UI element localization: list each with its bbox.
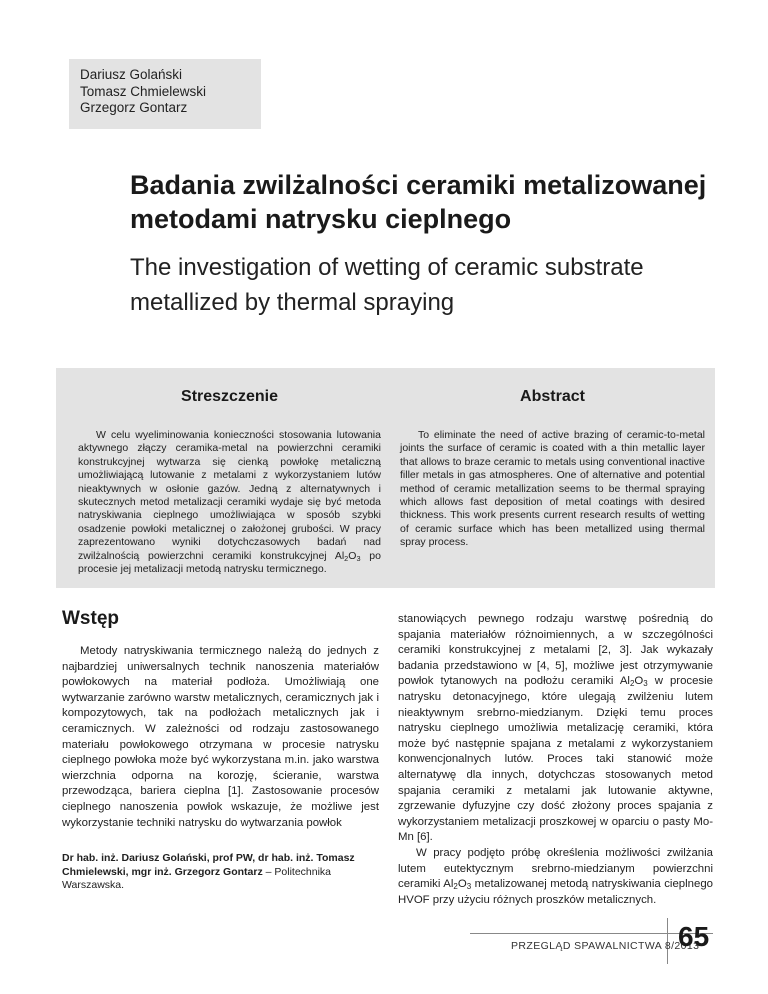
page-number: 65 xyxy=(678,921,710,952)
body-left-column xyxy=(62,644,379,831)
title-polish: Badania zwilżalności ceramiki metalizowanej metodami natrysku cieplnego xyxy=(130,170,707,234)
author-name: Grzegorz Gontarz xyxy=(80,100,188,115)
author-name: Tomasz Chmielewski xyxy=(80,83,207,99)
abstract-heading: Abstract xyxy=(520,388,585,405)
title-english: The investigation of wetting of ceramic substrate metallized by thermal spraying xyxy=(130,254,644,316)
body-right-column xyxy=(398,612,713,908)
footer-rule xyxy=(470,933,713,934)
abstract-column xyxy=(400,368,705,550)
paragraph: Metody natryskiwania termicznego należą do jednych z najbardziej uniwersalnych technik nanoszenia materiałów powłokowych na materiał podłoża. Umożliwiają one wytwarzanie zarówno warstw metalicznych, ceramicznych jak i kompozytowych, tak na podłożach metalicznych jak i ceramicznych. W zależności od rodzaju zastosowanego materiału powłokowego otrzymana w procesie natrysku cieplnego powłoka może być wykorzystana m.in. jako warstwa wierzchnia odporna na korozję, ścieranie, warstwa przewodząca, bariera cieplna [1]. Zastosowanie procesów cieplnego nanoszenia powłok wskazuje, że możliwe jest wykorzystanie techniki natrysku do wytwarzania powłok xyxy=(62,645,379,829)
abstract-text: To eliminate the need of active brazing of ceramic-to-metal joints the surface of ceramic is coated with a thin metallic layer that allows to braze ceramic to metals using conventional inactive filler metals in gas atmospheres. One of alternative and potential method of ceramic metallization seems to be thermal spraying which allows fast deposition of metal coatings with desired thickness. This work presents current research results of wetting of ceramic surface which has been metallized using thermal spray process. xyxy=(400,429,705,549)
streszczenie-heading: Streszczenie xyxy=(181,388,278,405)
streszczenie-column xyxy=(78,368,381,576)
author-name: Dariusz Golański xyxy=(80,67,183,82)
paragraph: stanowiących pewnego rodzaju warstwę pośrednią do spajania materiałów różnoimiennych, a w szczególności ceramiki konstrukcyjnej z metalami [2, 3]. Jak wykazały badania przedstawiono w [4, 5], możliwe jest otrzymywanie powłok tytanowych na podłożu ceramiki $Al_2O_3$ w procesie natrysku detonacyjnego, które ulegają zwilżeniu lutem nieaktywnym srebrno-miedzianym. Dzięki temu proces natrysku cieplnego umożliwia metalizację ceramiki, która może być następnie spajana z metalami z wykorzystaniem konwencjonalnych lutów. Proces taki stanowić może alternatywę dla innych, dotychczas stosowanych metod spajania ceramiki z metalami jak lutowanie aktywne, zgrzewanie dyfuzyjne czy dość złożony proces spajania z wykorzystaniem metalizacji proszkowej w oparciu o pasty Mo-Mn [6]. xyxy=(398,613,713,844)
section-heading: Wstęp xyxy=(62,608,119,629)
abstract-box xyxy=(56,368,715,588)
journal-name: PRZEGLĄD SPAWALNICTWA 8/2013 xyxy=(511,940,700,952)
paragraph: W pracy podjęto próbę określenia możliwości zwilżania lutem eutektycznym srebrno-miedzianym powierzchni ceramiki $Al_2O_3$ metalizowanej metodą natryskiwania cieplnego HVOF przy użyciu różnych proszków metalicznych. xyxy=(398,846,713,906)
streszczenie-text: W celu wyeliminowania konieczności stosowania lutowania aktywnego złączy ceramika-metal na powierzchni ceramiki konstrukcyjnej wytwarza się cienką powłokę metaliczną umożliwiającą lutowanie z metalami z wykorzystaniem lutów nieaktywnych w osłonie gazów. Jedną z alternatywnych i skutecznych metod metalizacji ceramiki wydaje się być metoda natryskiwania cieplnego umożliwiająca w sposób szybki osadzenie powłoki metalicznej o założonej grubości. W pracy zaprezentowano wyniki dotychczasowych badań nad zwilżalnością powierzchni ceramiki konstrukcyjnej $Al_2O_3$ po procesie jej metalizacji metodą natrysku termicznego. xyxy=(78,429,381,576)
author-affiliation: Dr hab. inż. Dariusz Golański, prof PW, dr hab. inż. Tomasz Chmielewski, mgr inż. Grzegorz Gontarz – Politechnika Warszawska. xyxy=(62,852,355,891)
authors-box xyxy=(69,59,261,129)
